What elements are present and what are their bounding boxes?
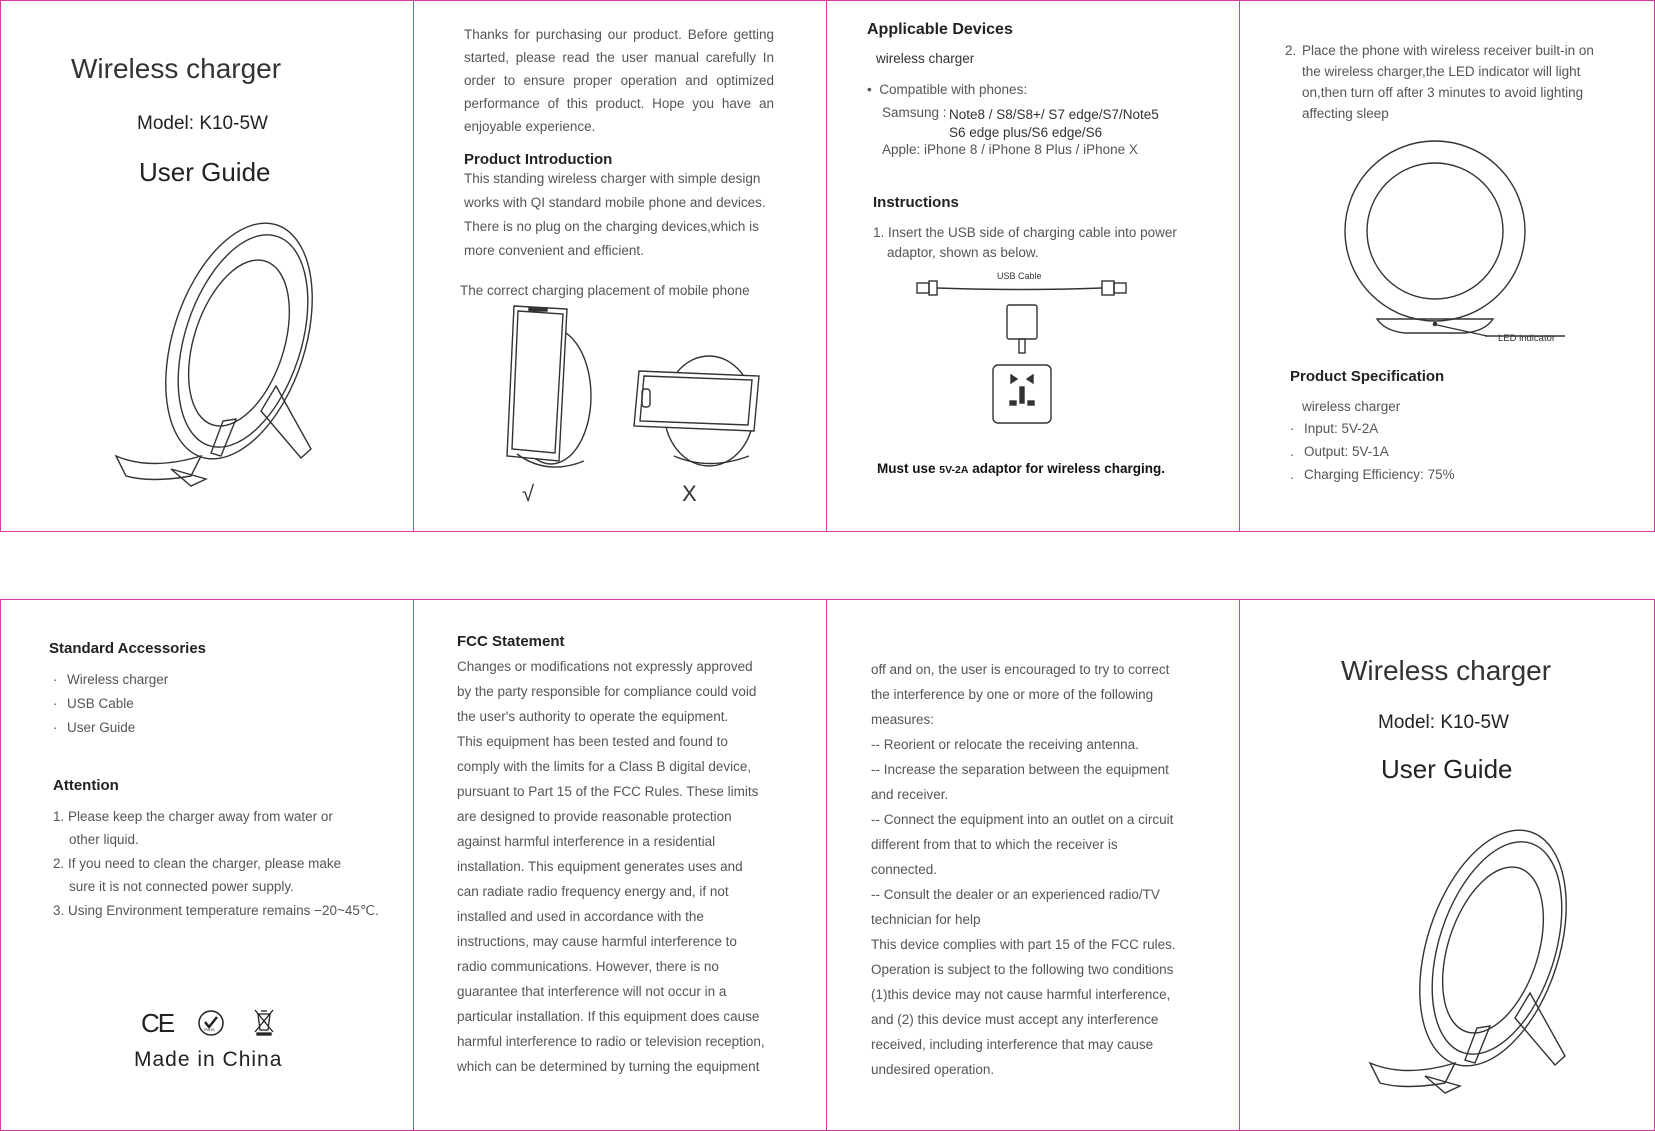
attention-1-line-1: 1. Please keep the charger away from water or [53,809,333,824]
warning-suffix: adaptor for wireless charging. [968,461,1166,476]
product-intro-heading: Product Introduction [464,151,613,168]
devices-panel [826,0,1240,532]
intro-panel [413,0,827,532]
bullet-icon: • [867,82,880,97]
fcc-line: pursuant to Part 15 of the FCC Rules. These limits [457,784,759,799]
fcc-continued-panel [826,599,1240,1131]
instructions-heading: Instructions [873,194,959,211]
made-in-china: Made in China [134,1048,283,1071]
cover-panel-top [0,0,414,532]
fcc-line: the user's authority to operate the equipment. [457,709,729,724]
usb-cable-label: USB Cable [997,271,1042,281]
spec-item-input [1290,421,1378,436]
fcc-line: This equipment has been tested and found to [457,734,728,749]
correct-mark: √ [522,481,535,506]
samsung-line-2: S6 edge plus/S6 edge/S6 [949,125,1103,140]
usb-cable-illustration [917,277,1137,437]
bullet-icon: · [1290,421,1295,436]
accessory-text: USB Cable [67,696,134,711]
fcc-continued-text [871,662,1176,1087]
bullet-icon: . [1290,444,1294,459]
cover-title: Wireless charger [1341,655,1552,686]
accessory-item [53,720,135,735]
fcc-line: -- Consult the dealer or an experienced radio/TV [871,887,1160,902]
instruction-1-line-2: adaptor, shown as below. [887,245,1039,260]
spec-panel [1239,0,1655,532]
cover-guide-title: User Guide [1381,754,1513,784]
accessory-item [53,696,134,711]
wrong-placement-illustration [629,351,769,471]
apple-line: Apple: iPhone 8 / iPhone 8 Plus / iPhone X [882,142,1138,157]
fcc-line: harmful interference to radio or television reception, [457,1034,765,1049]
cover-panel-bottom [1239,599,1655,1131]
fcc-line: different from that to which the receiver is [871,837,1118,852]
fcc-line: received, including interference that may cause [871,1037,1154,1052]
fcc-line: installed and used in accordance with the [457,909,704,924]
rohs-label: RoHS [204,1027,215,1032]
fcc-line: the interference by one or more of the following [871,687,1154,702]
samsung-line-1: Note8 / S8/S8+/ S7 edge/S7/Note5 [949,107,1159,122]
fcc-line: Operation is subject to the following two conditions [871,962,1174,977]
step-2-line: on,then turn off after 3 minutes to avoid lighting [1302,85,1584,100]
product-intro-line: There is no plug on the charging devices,which is [464,219,759,234]
spec-item-efficiency [1290,467,1455,482]
fcc-line: which can be determined by turning the equipment [457,1059,760,1074]
step-2-line: Place the phone with wireless receiver built-in on [1302,43,1594,58]
applicable-devices-heading: Applicable Devices [867,21,1013,38]
model-label: Model: [1378,712,1436,733]
product-intro-line: This standing wireless charger with simple design [464,171,761,186]
warning-voltage: 5V-2A [939,464,969,476]
fcc-line: technician for help [871,912,981,927]
model-value: K10-5W [1440,712,1509,733]
product-intro-line: more convenient and efficient. [464,243,644,258]
fcc-line: -- Connect the equipment into an outlet on a circuit [871,812,1174,827]
instruction-1-line-1: 1. Insert the USB side of charging cable into power [873,225,1177,240]
model-value: K10-5W [199,113,268,134]
product-intro-line: works with QI standard mobile phone and devices. [464,195,766,210]
fcc-line: This device complies with part 15 of the FCC rules. [871,937,1176,952]
accessory-text: User Guide [67,720,136,735]
fcc-line: (1)this device may not cause harmful interference, [871,987,1171,1002]
fcc-line: -- Increase the separation between the equipment [871,762,1169,777]
adaptor-warning [877,461,1165,476]
placement-caption: The correct charging placement of mobile phone [460,283,750,298]
attention-1-line-2: other liquid. [69,832,139,847]
attention-2-line-1: 2. If you need to clean the charger, please make [53,856,342,871]
fcc-line: installation. This equipment generates uses and [457,859,743,874]
standard-accessories-heading: Standard Accessories [49,640,207,657]
step-2-line: affecting sleep [1302,106,1389,121]
bullet-icon: · [53,720,58,735]
bullet-icon: · [53,696,58,711]
fcc-line: instructions, may cause harmful interference to [457,934,737,949]
rohs-icon [197,1009,225,1037]
compatible-text: Compatible with phones: [879,82,1028,97]
correct-placement-illustration [489,301,599,471]
fcc-line: and (2) this device must accept any interference [871,1012,1159,1027]
step-2-text [1302,43,1594,127]
fcc-line: comply with the limits for a Class B digital device, [457,759,752,774]
bullet-icon: . [1290,467,1294,482]
spec-item-output [1290,444,1389,459]
fcc-line: off and on, the user is encouraged to try to correct [871,662,1170,677]
fcc-line: undesired operation. [871,1062,995,1077]
step-2-number: 2. [1285,43,1297,58]
accessories-panel [0,599,414,1131]
fcc-line: and receiver. [871,787,949,802]
thanks-paragraph: Thanks for purchasing our product. Before getting started, please read the user manual carefully In order to ensure proper operation and optimized performance of this product. Hope you have an enjoyable experience. [464,27,774,134]
fcc-line: measures: [871,712,935,727]
fcc-line: radio communications. However, there is no [457,959,719,974]
bullet-icon: · [53,672,58,687]
fcc-line: are designed to provide reasonable protection [457,809,732,824]
fcc-line: guarantee that interference will not occur in a [457,984,727,999]
cover-title: Wireless charger [71,53,282,84]
attention-2-line-2: sure it is not connected power supply. [69,879,294,894]
attention-heading: Attention [53,777,119,794]
fcc-panel [413,599,827,1131]
charger-front-illustration [1335,151,1595,351]
warning-prefix: Must use [877,461,940,476]
spec-item-text: Input: 5V-2A [1304,421,1379,436]
wireless-charger-illustration [1365,828,1625,1108]
wrong-mark: X [682,481,697,506]
step-2-line: the wireless charger,the LED indicator will light [1302,64,1581,79]
model-label: Model: [137,113,195,134]
fcc-line: -- Reorient or relocate the receiving antenna. [871,737,1139,752]
ce-mark-icon: CE [141,1008,174,1038]
fcc-line: by the party responsible for compliance could void [457,684,757,699]
fcc-line: can radiate radio frequency energy and, if not [457,884,729,899]
fcc-text [457,659,765,1084]
led-indicator-label: LED indicator [1498,333,1556,344]
fcc-line: Changes or modifications not expressly approved [457,659,753,674]
product-intro-text [464,171,766,267]
devices-subheading: wireless charger [876,51,975,66]
fcc-line: connected. [871,862,938,877]
cover-model [1378,712,1509,734]
cover-guide-title: User Guide [139,157,271,187]
spec-item-text: Charging Efficiency: 75% [1304,467,1455,482]
wireless-charger-illustration [111,221,371,501]
spec-item-text: Output: 5V-1A [1304,444,1389,459]
fcc-heading: FCC Statement [457,633,565,650]
weee-bin-icon [253,1008,275,1036]
compatible-label [867,82,1027,97]
fcc-line: particular installation. If this equipment does cause [457,1009,760,1024]
fcc-line: against harmful interference in a residential [457,834,716,849]
accessory-item [53,672,168,687]
accessory-text: Wireless charger [67,672,169,687]
spec-subheading: wireless charger [1302,399,1401,414]
samsung-label: Samsung : [882,105,947,120]
product-spec-heading: Product Specification [1290,368,1445,385]
cover-model [137,113,268,135]
attention-3: 3. Using Environment temperature remains −20~45℃. [53,903,379,918]
